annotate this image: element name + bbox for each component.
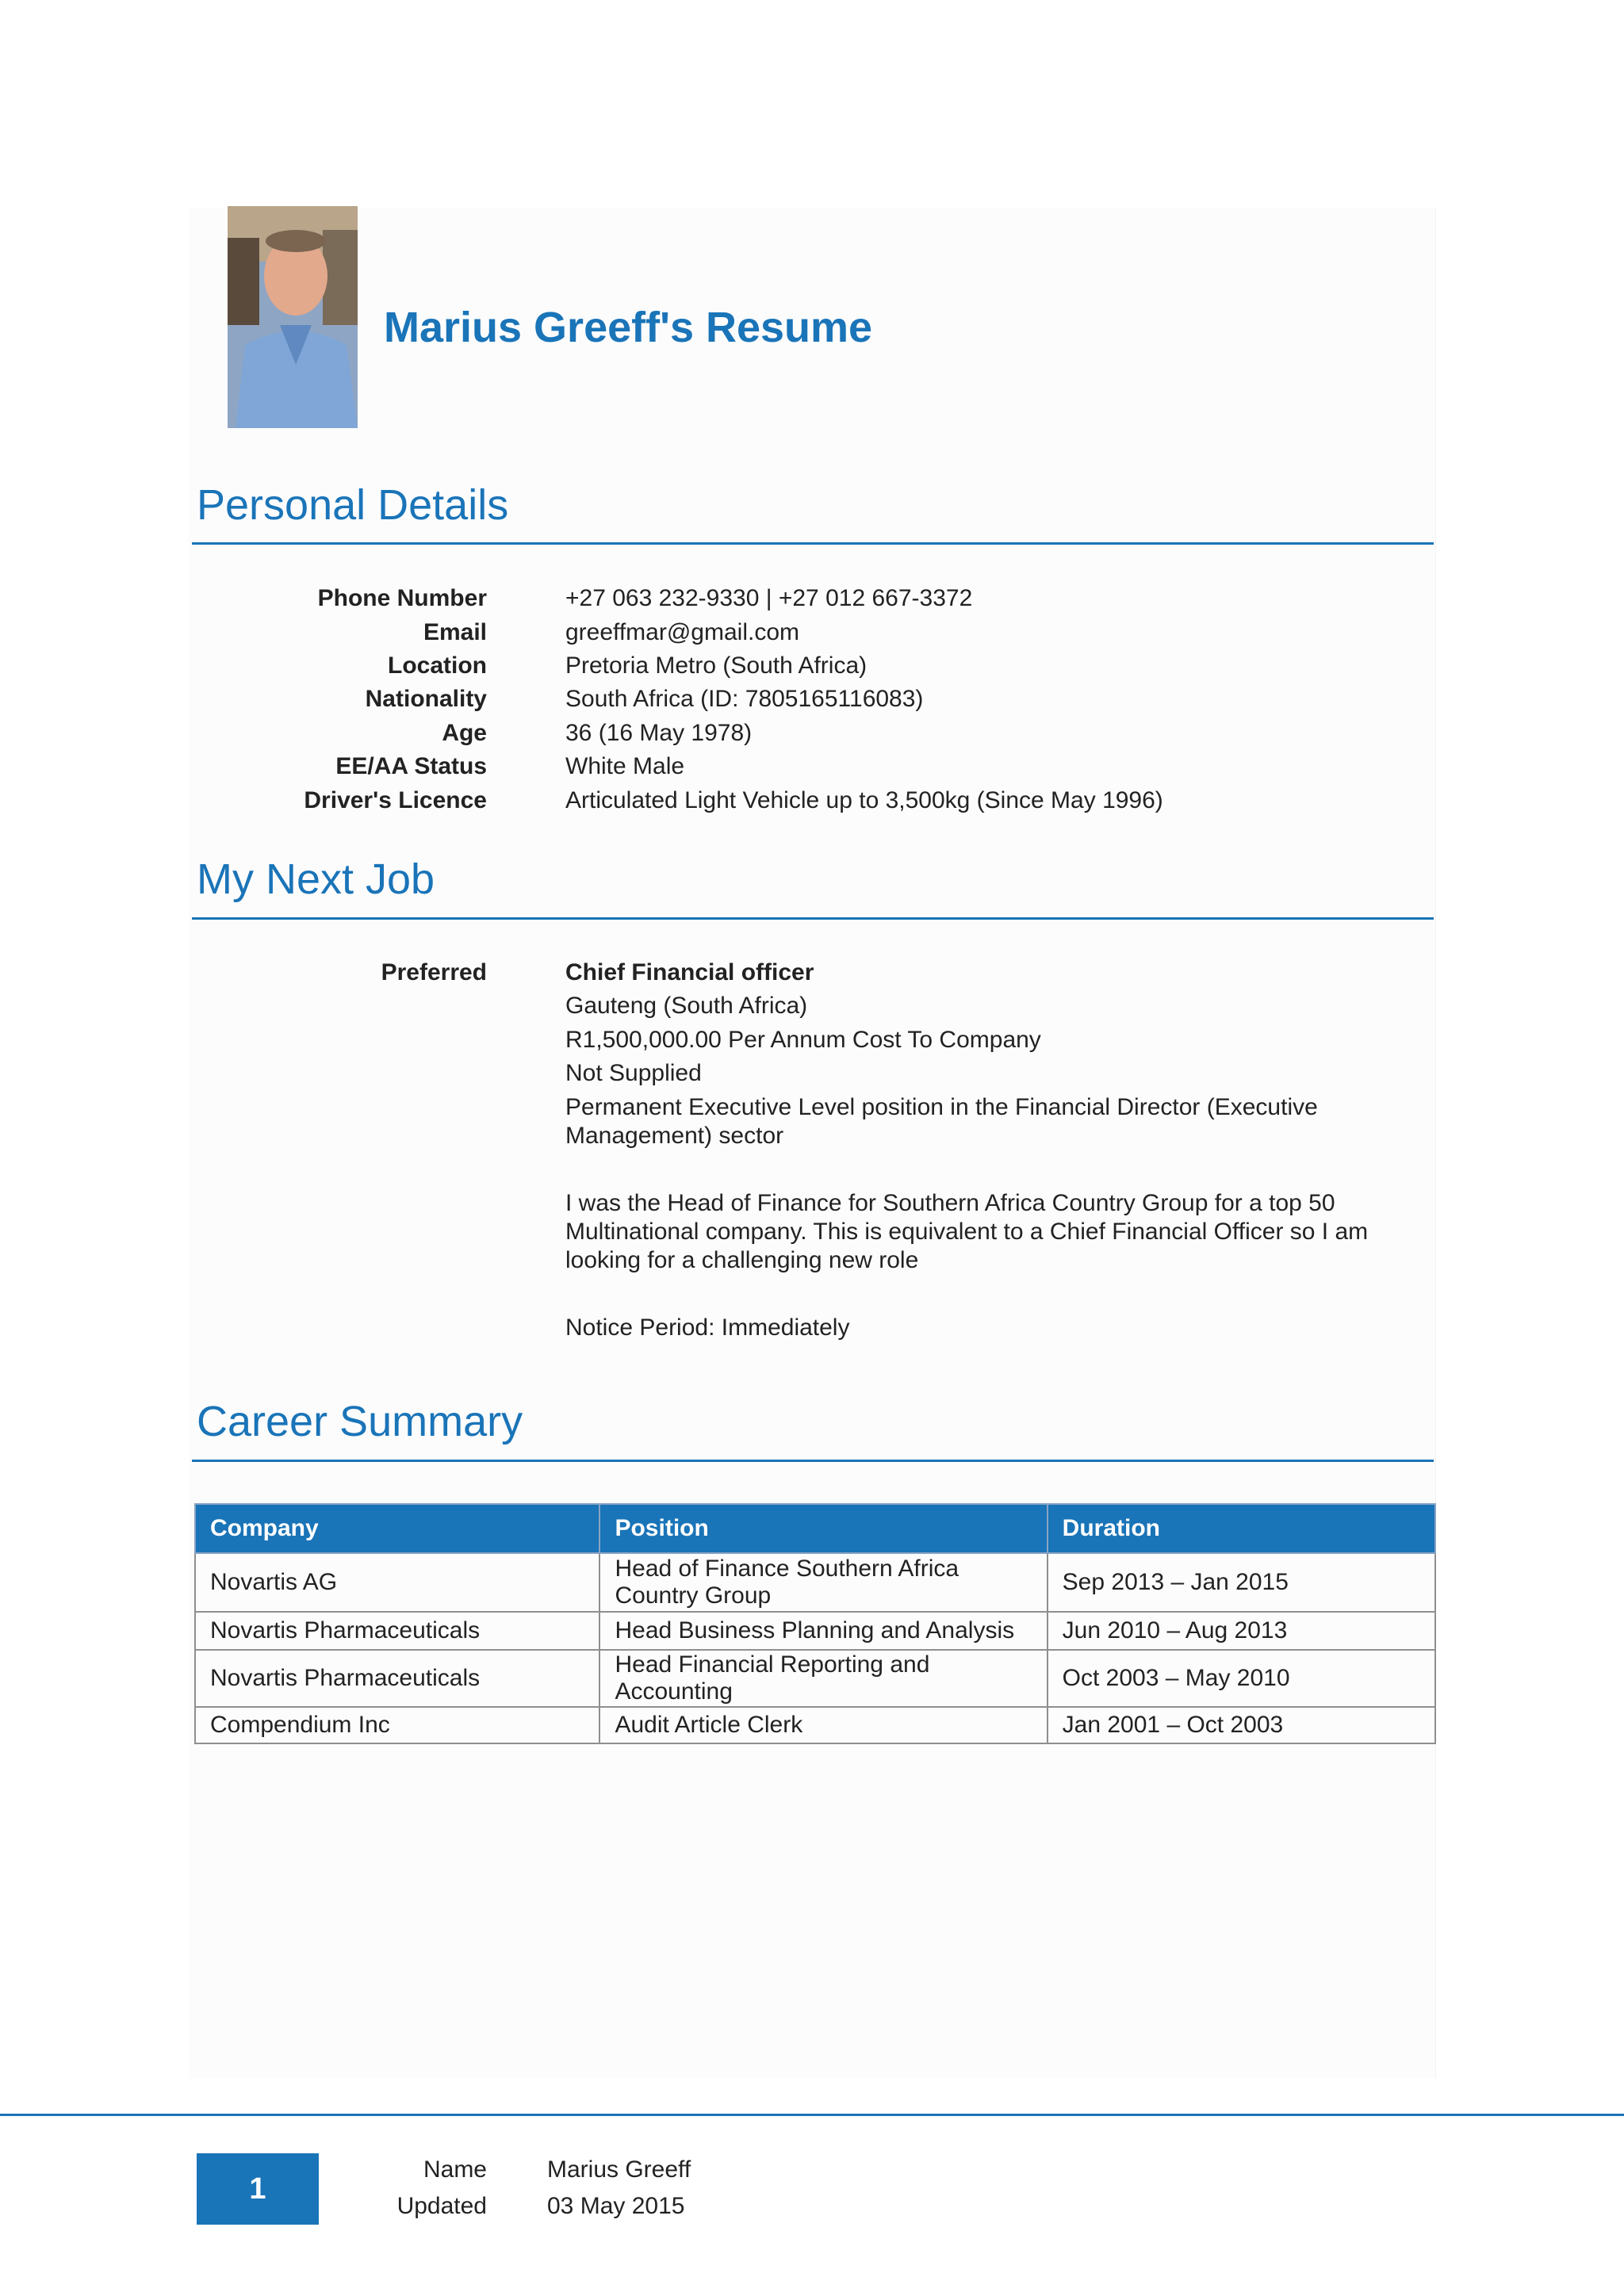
drivers-licence-value: Articulated Light Vehicle up to 3,500kg (Since May 1996) — [565, 787, 1163, 813]
table-row — [195, 1612, 1435, 1650]
preferred-level: Permanent Executive Level position in the Financial Director (Executive Management) sector — [565, 1094, 1318, 1149]
career-goal-summary: I was the Head of Finance for Southern Africa Country Group for a top 50 Multinational company. This is equivalent to a Chief Financial Officer so I am looking for a challenging new role — [565, 1190, 1369, 1273]
email-value: greeffmar@gmail.com — [565, 619, 799, 645]
resume-title: Marius Greeff's Resume — [384, 304, 873, 351]
preferred-label: Preferred — [381, 959, 487, 985]
column-header-position: Position — [599, 1504, 1047, 1553]
company-cell: Compendium Inc — [195, 1707, 599, 1743]
position-cell: Head Financial Reporting and Accounting — [599, 1650, 1047, 1707]
personal-details-rule — [192, 542, 1434, 545]
preferred-position: Chief Financial officer — [565, 959, 814, 985]
footer-updated-label: Updated — [396, 2193, 487, 2219]
footer-rule — [0, 2114, 1624, 2116]
career-table-header — [195, 1504, 1435, 1553]
page-number: 1 — [197, 2153, 319, 2225]
ee-aa-status-label: EE/AA Status — [335, 753, 487, 779]
duration-cell: Jan 2001 – Oct 2003 — [1048, 1707, 1435, 1743]
table-row — [195, 1707, 1435, 1743]
company-cell: Novartis Pharmaceuticals — [195, 1612, 599, 1650]
nationality-label: Nationality — [365, 686, 487, 712]
duration-cell: Sep 2013 – Jan 2015 — [1048, 1553, 1435, 1612]
footer-updated-value: 03 May 2015 — [547, 2193, 685, 2219]
notice-period: Notice Period: Immediately — [565, 1314, 850, 1341]
company-cell: Novartis AG — [195, 1553, 599, 1612]
age-label: Age — [442, 720, 487, 746]
preferred-salary: R1,500,000.00 Per Annum Cost To Company — [565, 1027, 1041, 1053]
position-cell: Head of Finance Southern Africa Country Group — [599, 1553, 1047, 1612]
position-cell: Head Business Planning and Analysis — [599, 1612, 1047, 1650]
ee-aa-status-value: White Male — [565, 753, 685, 779]
drivers-licence-label: Driver's Licence — [304, 787, 487, 813]
duration-cell: Oct 2003 – May 2010 — [1048, 1650, 1435, 1707]
position-cell: Audit Article Clerk — [599, 1707, 1047, 1743]
next-job-rule — [192, 917, 1434, 920]
age-value: 36 (16 May 1978) — [565, 720, 753, 746]
career-summary-heading: Career Summary — [197, 1398, 523, 1445]
column-header-company: Company — [195, 1504, 599, 1553]
phone-value: +27 063 232-9330 | +27 012 667-3372 — [565, 585, 973, 611]
company-cell: Novartis Pharmaceuticals — [195, 1650, 599, 1707]
footer-name-label: Name — [423, 2156, 487, 2183]
profile-photo — [228, 206, 358, 428]
footer-name-value: Marius Greeff — [547, 2156, 691, 2183]
preferred-location: Gauteng (South Africa) — [565, 993, 808, 1019]
location-value: Pretoria Metro (South Africa) — [565, 652, 868, 679]
personal-details-heading: Personal Details — [197, 481, 509, 529]
next-job-heading: My Next Job — [197, 855, 435, 903]
email-label: Email — [423, 619, 487, 645]
preferred-availability: Not Supplied — [565, 1060, 702, 1086]
location-label: Location — [388, 652, 487, 679]
column-header-duration: Duration — [1048, 1504, 1435, 1553]
phone-label: Phone Number — [317, 585, 487, 611]
career-summary-rule — [192, 1460, 1434, 1462]
nationality-value: South Africa (ID: 7805165116083) — [565, 686, 924, 712]
table-row — [195, 1553, 1435, 1612]
duration-cell: Jun 2010 – Aug 2013 — [1048, 1612, 1435, 1650]
table-row — [195, 1650, 1435, 1707]
career-table — [194, 1503, 1436, 1744]
